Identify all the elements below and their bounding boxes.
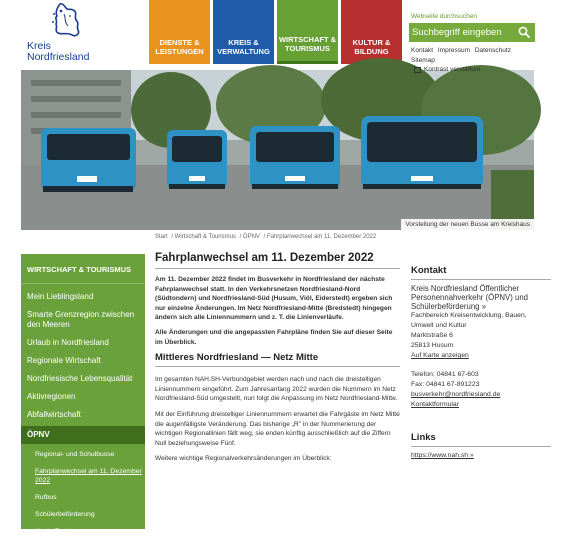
sidebar-heading[interactable]: WIRTSCHAFT & TOURISMUS: [21, 254, 145, 284]
breadcrumb-wirtschaft[interactable]: / Wirtschaft & Tourismus: [171, 234, 236, 240]
nav-label-line2: VERWALTUNG: [217, 47, 270, 56]
search-input[interactable]: [412, 25, 514, 40]
nav-kultur-bildung[interactable]: [341, 0, 402, 64]
contact-dept: Fachbereich Kreisentwicklung, Bauen, Umwelt und Kultur: [411, 312, 527, 329]
sidebar-sub-regionalbusse[interactable]: Regional- und Schulbusse: [35, 451, 115, 458]
nav-wirtschaft-tourismus[interactable]: [277, 0, 338, 64]
nav-label-line1: KREIS &: [228, 38, 259, 47]
body-paragraph-2: Mit der Einführung dreistelliger Liniennummern erwartet die Fahrgäste im Netz Mitte die augenfälligste Veränderung. Das bisherige „R" in der Nummerierung der wichtigen Regionallinien fällt weg, sie enden künftig ausschließlich auf die Ziffern Null beziehungsweise Fünf.: [155, 410, 400, 447]
page-title: Fahrplanwechsel am 11. Dezember 2022: [155, 252, 400, 269]
contact-street: Marktstraße 6: [411, 332, 453, 339]
lead-paragraph-2: Alle Änderungen und die angepassten Fahrpläne finden Sie auf dieser Seite im Überblick.: [155, 328, 393, 346]
search-label: Webseite durchsuchen: [411, 13, 478, 20]
sidebar-sub-rufbus[interactable]: Rufbus: [35, 494, 57, 501]
search-box: [409, 23, 535, 42]
sidebar-item-aktivregionen[interactable]: Aktivregionen: [27, 392, 76, 401]
bus-3-icon: [250, 126, 340, 189]
bus-4-icon: [361, 116, 483, 189]
section-heading: Mittleres Nordfriesland — Netz Mitte: [155, 352, 400, 367]
sidebar-sub-fahrplanwechsel[interactable]: Fahrplanwechsel am 11. Dezember 2022: [35, 468, 142, 484]
bus-1-icon: [41, 128, 136, 192]
bus-photo-illustration: [21, 70, 534, 230]
bus-2-icon: [167, 130, 227, 189]
search-icon[interactable]: [518, 26, 531, 39]
logo-line1: Kreis: [27, 40, 51, 52]
nav-label-line2: BILDUNG: [354, 47, 389, 56]
breadcrumb-start[interactable]: Start: [155, 234, 168, 240]
sidebar-item-grenzregion[interactable]: Smarte Grenzregion zwischen den Meeren: [27, 310, 135, 329]
breadcrumb: [155, 234, 378, 240]
sidebar-item-abfallwirtschaft[interactable]: Abfallwirtschaft: [27, 410, 81, 419]
meta-link-kontakt[interactable]: Kontakt: [411, 47, 434, 54]
contrast-toggle[interactable]: [414, 66, 480, 73]
main-content: [155, 252, 400, 470]
meta-link-sitemap[interactable]: Sitemap: [411, 57, 435, 64]
contact-column: [411, 265, 551, 461]
nav-label-line1: KULTUR &: [352, 38, 391, 47]
contrast-label: Kontrast verstärken: [424, 66, 481, 73]
breadcrumb-oepnv[interactable]: / ÖPNV: [239, 234, 260, 240]
meta-links: [411, 46, 541, 66]
sidebar-sub-nacht-taxi[interactable]: Nacht-Taxi: [35, 528, 68, 535]
logo-map-icon: [24, 2, 134, 42]
logo-text: [27, 41, 89, 63]
meta-link-datenschutz[interactable]: Datenschutz: [474, 47, 511, 54]
lead-paragraph: Am 11. Dezember 2022 findet im Busverkehr in Nordfriesland der nächste Fahrplanwechsel statt. In den Verkehrsnetzen Nordfriesland-Nord (Südtondern) und Nordfriesland-Süd (Husum, Viöl, Eiderstedt) ergeben sich nur einzelne Änderungen. Im Netz Nordfriesland-Mitte (Bredstedt) hingegen ändern sich alle Liniennummern und z. T. die Linienverläufe.: [155, 276, 393, 322]
contrast-icon: [414, 67, 421, 73]
nav-label-line1: DIENSTE &: [159, 38, 200, 47]
contact-city: 25813 Husum: [411, 342, 454, 349]
hero-image: [21, 70, 534, 230]
body-paragraph-1: Im gesamten NAH.SH-Verbundgebiet werden nach und nach die dreistelligen Liniennummern eingeführt. Zum Jahresanfang 2022 wurden die Nummern im Netz Nordfriesland-Süd umgestellt, nun folgt die Anpassung im Netz Nordfriesland-Mitte.: [155, 376, 398, 403]
sidebar-item-urlaub[interactable]: Urlaub in Nordfriesland: [27, 338, 109, 347]
body-paragraph-3: Weitere wichtige Regionalverkehrsänderungen im Überblick:: [155, 455, 332, 463]
nav-label-line2: TOURISMUS: [285, 44, 330, 53]
contact-org[interactable]: Kreis Nordfriesland Öffentlicher Personennahverkehr (ÖPNV) und Schülerbeförderung »: [411, 284, 529, 311]
contact-fax: Fax: 04841 67-891223: [411, 381, 480, 388]
breadcrumb-current: / Fahrplanwechsel am 11. Dezember 2022: [263, 234, 377, 240]
sidebar-item-lieblingsland[interactable]: Mein Lieblingsland: [27, 292, 94, 301]
meta-link-impressum[interactable]: Impressum: [437, 47, 471, 54]
nav-label-line1: WIRTSCHAFT &: [278, 35, 337, 44]
sidebar: [21, 254, 145, 535]
logo-line2: Nordfriesland: [27, 51, 90, 63]
sidebar-item-oepnv[interactable]: ÖPNV: [21, 426, 145, 444]
sidebar-item-wirtschaft[interactable]: Regionale Wirtschaft: [27, 356, 101, 365]
nav-dienste-leistungen[interactable]: [149, 0, 210, 64]
nav-label-line2: LEISTUNGEN: [155, 47, 204, 56]
contact-phone: Telefon: 04841 67-603: [411, 371, 479, 378]
sidebar-sub-schuelerbefoerderung[interactable]: Schülerbeförderung: [35, 511, 95, 518]
contact-email[interactable]: busverkehr@nordfriesland.de: [411, 391, 501, 398]
sidebar-item-lebensqualitaet[interactable]: Nordfriesische Lebensqualität: [27, 374, 133, 383]
nah-sh-link[interactable]: https://www.nah.sh »: [411, 452, 474, 459]
hero-caption: Vorstellung der neuen Busse am Kreishaus: [401, 219, 534, 230]
map-link[interactable]: Auf Karte anzeigen: [411, 352, 469, 359]
nav-kreis-verwaltung[interactable]: [213, 0, 274, 64]
links-heading: Links: [411, 432, 551, 447]
contact-heading: Kontakt: [411, 265, 551, 280]
contact-form-link[interactable]: Kontaktformular: [411, 401, 459, 408]
